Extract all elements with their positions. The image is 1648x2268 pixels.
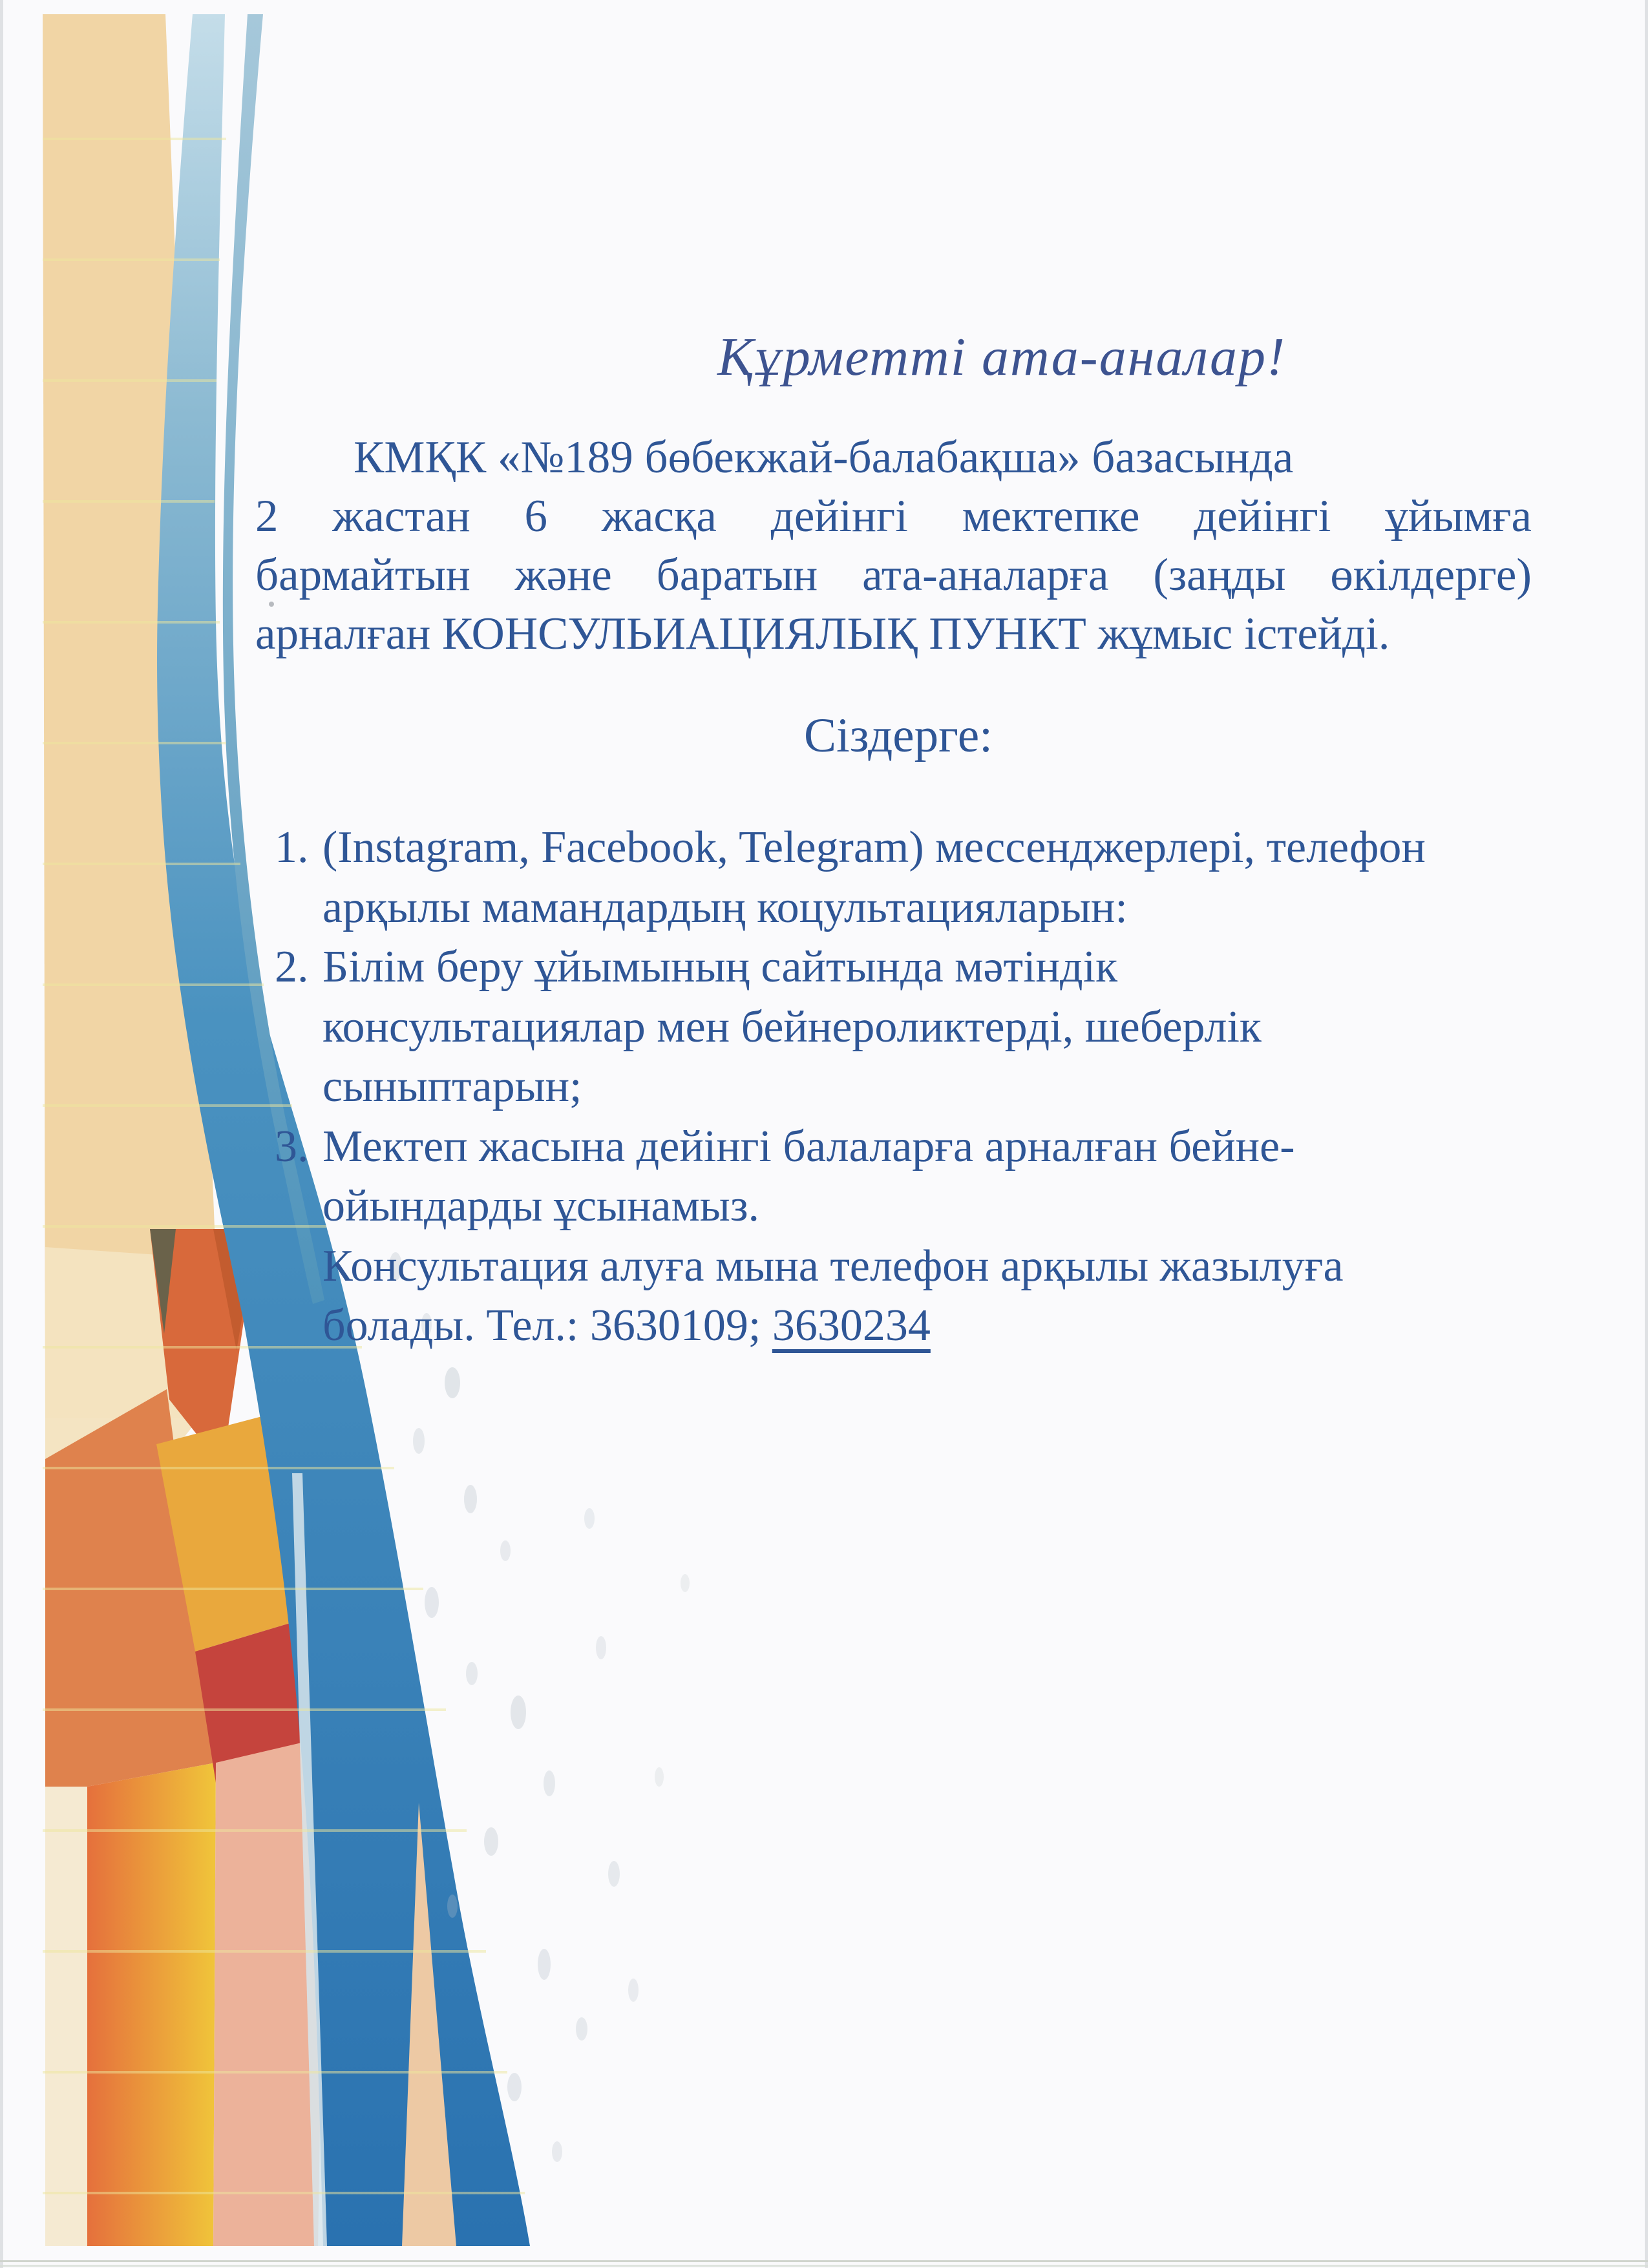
subheading: Сіздерге: — [804, 709, 993, 762]
scan-right-edge — [1645, 0, 1648, 2268]
underlined-phone-number: 3630234 — [772, 1301, 931, 1350]
page-title: Құрметті ата-аналар! — [717, 327, 1286, 387]
list-item-1-line-1 — [255, 818, 1567, 878]
list-item-2-number: 2. — [275, 942, 309, 992]
intro-paragraph — [255, 428, 1532, 664]
list-item-2-text: Білім беру ұйымының сайтында мәтіндік — [322, 942, 1118, 992]
list-item-1-line-2 — [255, 878, 1567, 938]
intro-line-2: 2 жастан 6 жасқа дейінгі мектепке дейінгі ұйымға — [255, 491, 1532, 541]
contact-line-2 — [255, 1296, 1567, 1356]
list-item-3-number: 3. — [275, 1121, 309, 1171]
contact-line-1 — [255, 1237, 1567, 1297]
scan-left-edge — [0, 0, 3, 2268]
list-item-2-line-1 — [255, 938, 1567, 998]
services-list — [255, 818, 1567, 1356]
contact-text: Консультация алуға мына телефон арқылы жазылуға — [322, 1241, 1344, 1291]
orange-yellow-band — [87, 1763, 216, 2246]
list-item-3-text-cont: ойындарды ұсынамыз. — [322, 1181, 759, 1231]
list-item-2-text-cont2: сыныптарын; — [322, 1062, 582, 1111]
list-item-2-line-2 — [255, 998, 1567, 1058]
list-item-3-line-2 — [255, 1177, 1567, 1237]
list-item-1-number: 1. — [275, 823, 309, 872]
list-item-1-text: (Instagram, Facebook, Telegram) мессенджерлері, телефон — [322, 823, 1426, 872]
contact-phones-prefix: болады. Тел.: 3630109; — [322, 1301, 772, 1350]
list-item-2-line-3 — [255, 1057, 1567, 1117]
list-item-2-text-cont: консультациялар мен бейнероликтерді, шеберлік — [322, 1002, 1262, 1052]
intro-line-1: КМҚК «№189 бөбекжай-балабақша» базасында — [354, 432, 1294, 483]
intro-line-3: бармайтын және баратын ата-аналарға (заңды өкілдерге) — [255, 550, 1532, 600]
list-item-3-text: Мектеп жасына дейінгі балаларға арналған бейне- — [322, 1121, 1295, 1171]
intro-line-4: арналған КОНСУЛЬИАЦИЯЛЫҚ ПУНКТ жұмыс істейді. — [255, 609, 1390, 659]
scan-bottom-edge2 — [0, 2265, 1648, 2267]
cream-strip — [45, 1787, 87, 2246]
scan-bottom-edge — [0, 2260, 1648, 2262]
list-item-1-text-cont: арқылы мамандардың коцультацияларын: — [322, 882, 1128, 932]
list-item-3-line-1 — [255, 1117, 1567, 1177]
